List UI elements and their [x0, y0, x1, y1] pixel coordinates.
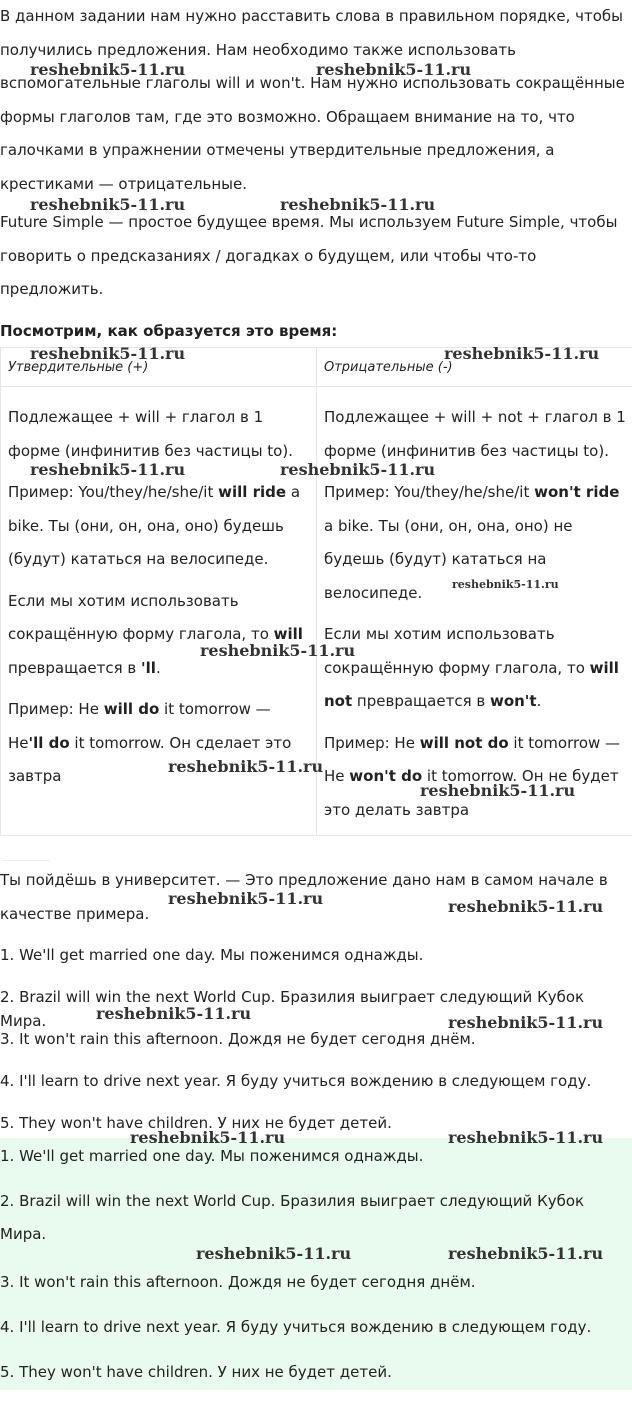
watermark: reshebnik5-11.ru [316, 60, 472, 79]
list-item: 1. We'll get married one day. Мы поженимся однажды. [0, 946, 424, 964]
watermark: reshebnik5-11.ru [448, 1013, 604, 1032]
negative-formula: Подлежащее + will + not + глагол в 1 форме (инфинитив без частицы to). [324, 408, 626, 460]
watermark: reshebnik5-11.ru [168, 757, 324, 776]
answer-item: 5. They won't have children. У них не будет детей. [0, 1363, 392, 1381]
watermark: reshebnik5-11.ru [30, 195, 186, 214]
answer-item: 4. I'll learn to drive next year. Я буду учиться вождению в следующем году. [0, 1318, 592, 1336]
answer-block [0, 1138, 632, 1390]
answer-item: 1. We'll get married one day. Мы поженимся однажды. [0, 1147, 424, 1165]
watermark: reshebnik5-11.ru [96, 1004, 252, 1023]
watermark: reshebnik5-11.ru [280, 195, 436, 214]
future-simple-description: Future Simple — простое будущее время. Мы используем Future Simple, чтобы говорить о предсказаниях / догадках о будущем, или чтобы что-то предложить. [0, 213, 618, 298]
negative-example: Пример: You/they/he/she/it won't ride a bike. Ты (они, он, она, оно) не будешь (будут) кататься на велосипеде. [324, 483, 620, 602]
watermark: reshebnik5-11.ru [280, 460, 436, 479]
answer-item: 3. It won't rain this afternoon. Дождя не будет сегодня днём. [0, 1273, 476, 1291]
watermark: reshebnik5-11.ru [30, 460, 186, 479]
watermark: reshebnik5-11.ru [130, 1128, 286, 1147]
section-heading: Посмотрим, как образуется это время: [0, 322, 338, 340]
watermark: reshebnik5-11.ru [30, 344, 186, 363]
watermark: reshebnik5-11.ru [168, 889, 324, 908]
affirmative-short-form: Если мы хотим использовать сокращённую форму глагола, то will превращается в 'll. [8, 591, 303, 677]
list-item: 5. They won't have children. У них не будет детей. [0, 1114, 392, 1132]
list-item: 4. I'll learn to drive next year. Я буду учиться вождению в следующем году. [0, 1072, 592, 1090]
intro-paragraph: В данном задании нам нужно расставить слова в правильном порядке, чтобы получились предложения. Нам необходимо также использовать вспомогательные глаголы will и won't. Нам нужно использовать сокращённые формы глаголов там, где это возможно. Обращаем внимание на то, что галочками в упражнении отмечены утвердительные предложения, а крестиками — отрицательные. [0, 7, 625, 193]
watermark: reshebnik5-11.ru [452, 578, 559, 591]
list-item: 2. Brazil will win the next World Cup. Бразилия выиграет следующий Кубок Мира. [0, 988, 585, 1030]
watermark: reshebnik5-11.ru [448, 1128, 604, 1147]
negative-short-form: Если мы хотим использовать сокращённую форму глагола, то will not превращается в won't. [324, 625, 619, 710]
watermark: reshebnik5-11.ru [30, 60, 186, 79]
negative-cell [317, 387, 632, 836]
affirmative-formula: Подлежащее + will + глагол в 1 форме (инфинитив без частицы to). [8, 408, 293, 460]
watermark: reshebnik5-11.ru [444, 344, 600, 363]
example-intro: Ты пойдёшь в университет. — Это предложение дано нам в самом начале в качестве примера. [0, 871, 608, 923]
watermark: reshebnik5-11.ru [420, 781, 576, 800]
column-header-affirmative: Утвердительные (+) [1, 348, 317, 387]
list-item: 3. It won't rain this afternoon. Дождя не будет сегодня днём. [0, 1030, 476, 1048]
affirmative-example: Пример: You/they/he/she/it will ride a bike. Ты (они, он, она, оно) будешь (будут) кататься на велосипеде. [8, 483, 301, 568]
watermark: reshebnik5-11.ru [196, 1244, 352, 1263]
affirmative-example-2: Пример: He will do it tomorrow — He'll do it tomorrow. Он сделает это завтра [8, 700, 292, 785]
watermark: reshebnik5-11.ru [448, 897, 604, 916]
column-header-negative: Отрицательные (-) [317, 348, 632, 387]
watermark: reshebnik5-11.ru [448, 1244, 604, 1263]
watermark: reshebnik5-11.ru [200, 641, 356, 660]
negative-example-2: Пример: He will not do it tomorrow — He won't do it tomorrow. Он не будет это делать завтра [324, 733, 621, 819]
divider [2, 860, 50, 861]
answer-item: 2. Brazil will win the next World Cup. Бразилия выиграет следующий Кубок Мира. [0, 1192, 585, 1243]
